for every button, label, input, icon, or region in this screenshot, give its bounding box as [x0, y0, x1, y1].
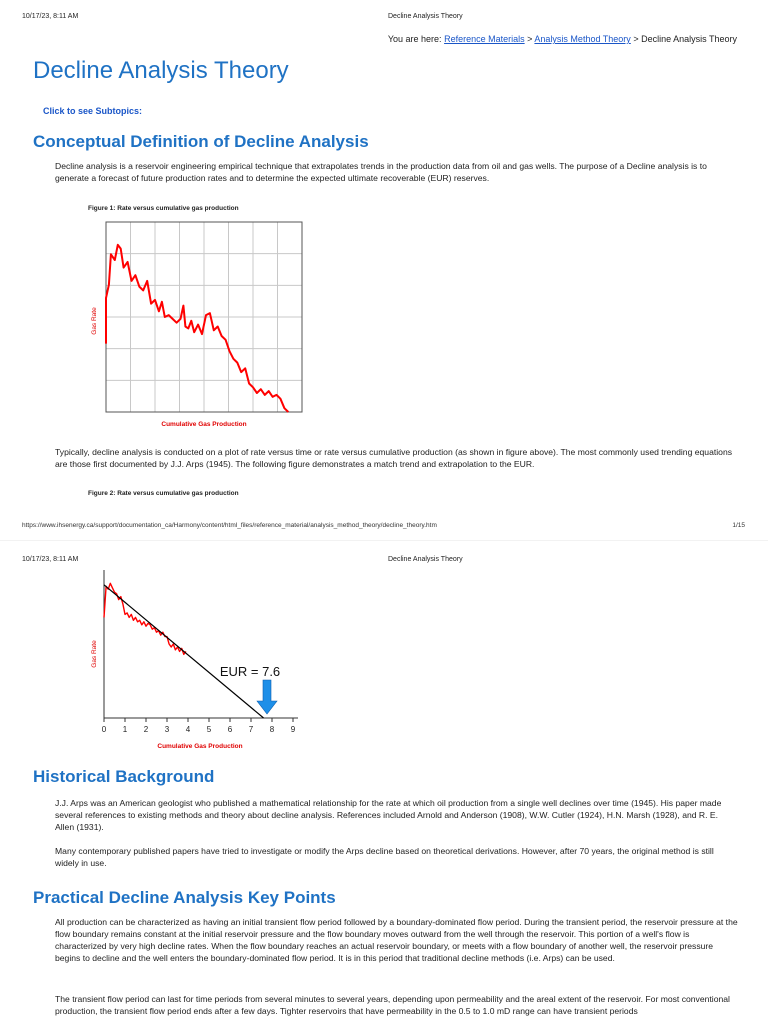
- print-header-datetime: 10/17/23, 8:11 AM: [22, 13, 79, 20]
- page-break: [0, 540, 768, 541]
- print-header-title: Decline Analysis Theory: [388, 13, 463, 20]
- figure-1-y-axis-label: Gas Rate: [91, 307, 98, 335]
- figure-2-x-tick-label: 9: [290, 725, 296, 734]
- figure-2-x-tick-label: 6: [227, 725, 233, 734]
- paragraph-conceptual-2: Typically, decline analysis is conducted on a plot of rate versus time or rate versus cumulative production (as shown in figure above). The most commonly used trending equations are those first documented by J.J. Arps (1945). The following figure demonstrates a match trend and extrapolation to the EUR.: [55, 447, 733, 469]
- figure-2-chart: [86, 568, 308, 754]
- figure-2-x-tick-label: 4: [185, 725, 191, 734]
- subtopics-link[interactable]: Click to see Subtopics:: [43, 106, 143, 116]
- breadcrumb-current: Decline Analysis Theory: [641, 34, 737, 44]
- figure-2-x-tick-label: 1: [122, 725, 128, 734]
- figure-2-caption: Figure 2: Rate versus cumulative gas production: [88, 490, 239, 497]
- paragraph-historical-2: Many contemporary published papers have tried to investigate or modify the Arps decline based on theoretical derivations. However, after 70 years, the original method is still widely in use.: [55, 846, 714, 868]
- paragraph-keypoints-1: All production can be characterized as having an initial transient flow period followed by a boundary-dominated flow period. During the transient period, the reservoir pressure at the flow boundary remains constant at the initial reservoir pressure and the flow boundary moves outward from the well through the reservoir. This portion of a well's flow is characterized by very high decline rates. When the flow boundary reaches an actual reservoir boundary, or meets with a flow boundary of another well, the reservoir pressure begins to decline and the well enters the boundary-dominated flow period. It is in this period that traditional decline methods (i.e. Arps) can be used.: [55, 917, 738, 963]
- figure-1-x-axis-label: Cumulative Gas Production: [161, 421, 247, 428]
- figure-2-y-axis-label: Gas Rate: [91, 640, 98, 668]
- figure-2-eur-arrow-icon: [257, 680, 277, 714]
- breadcrumb-separator: >: [633, 34, 639, 44]
- figure-2-ticks: [102, 718, 296, 734]
- figure-2-x-tick-label: 8: [269, 725, 275, 734]
- section-heading-conceptual: Conceptual Definition of Decline Analysis: [33, 132, 369, 151]
- figure-1-chart: [86, 218, 306, 430]
- page-title: Decline Analysis Theory: [33, 57, 289, 84]
- breadcrumb-link-analysis-method-theory[interactable]: Analysis Method Theory: [534, 34, 631, 44]
- print-footer-page-number: 1/15: [732, 522, 745, 529]
- print-header-title: Decline Analysis Theory: [388, 556, 463, 563]
- figure-2-eur-annotation: EUR = 7.6: [219, 664, 281, 679]
- breadcrumb: [388, 34, 737, 44]
- figure-1-grid: [106, 222, 302, 412]
- figure-2-x-tick-label: 7: [248, 725, 254, 734]
- paragraph-historical-1: J.J. Arps was an American geologist who published a mathematical relationship for the rate at which oil production from a single well declines over time (1945). His paper made several references to existing methods and theory about decline analysis. References included Arnold and Anderson (1908), W.W. Cutler (1924), H.N. Marsh (1928), and R. E. Allen (1931).: [55, 798, 722, 832]
- figure-2-x-axis-label: Cumulative Gas Production: [157, 743, 243, 750]
- figure-1-series-line: [106, 245, 288, 412]
- print-header-datetime: 10/17/23, 8:11 AM: [22, 556, 79, 563]
- figure-2-x-tick-label: 2: [143, 725, 149, 734]
- section-heading-keypoints: Practical Decline Analysis Key Points: [33, 888, 336, 907]
- figure-1-caption: Figure 1: Rate versus cumulative gas production: [88, 205, 239, 212]
- paragraph-conceptual-1: Decline analysis is a reservoir engineering empirical technique that extrapolates trends in the production data from oil and gas wells. The purpose of a Decline analysis is to generate a forecast of future production rates and to determine the expected ultimate recoverable (EUR) reserves.: [55, 161, 707, 183]
- breadcrumb-link-reference-materials[interactable]: Reference Materials: [444, 34, 525, 44]
- paragraph-keypoints-2: The transient flow period can last for time periods from several minutes to several years, depending upon permeability and the areal extent of the reservoir. For most conventional production, the transient flow period ends after a few days. Tighter reservoirs that have permeability in the 0.5 to 1.0 mD range can have transient periods: [55, 994, 730, 1016]
- breadcrumb-separator: >: [527, 34, 533, 44]
- section-heading-historical: Historical Background: [33, 767, 215, 786]
- figure-2-series-trend: [104, 585, 264, 718]
- figure-2-x-tick-label: 5: [206, 725, 212, 734]
- figure-2-x-tick-label: 0: [101, 725, 107, 734]
- breadcrumb-prefix: You are here:: [387, 34, 442, 44]
- figure-2-x-tick-label: 3: [164, 725, 170, 734]
- print-footer-url: https://www.ihsenergy.ca/support/documentation_ca/Harmony/content/html_files/reference_material/analysis_method_theory/decline_theory.htm: [22, 522, 437, 529]
